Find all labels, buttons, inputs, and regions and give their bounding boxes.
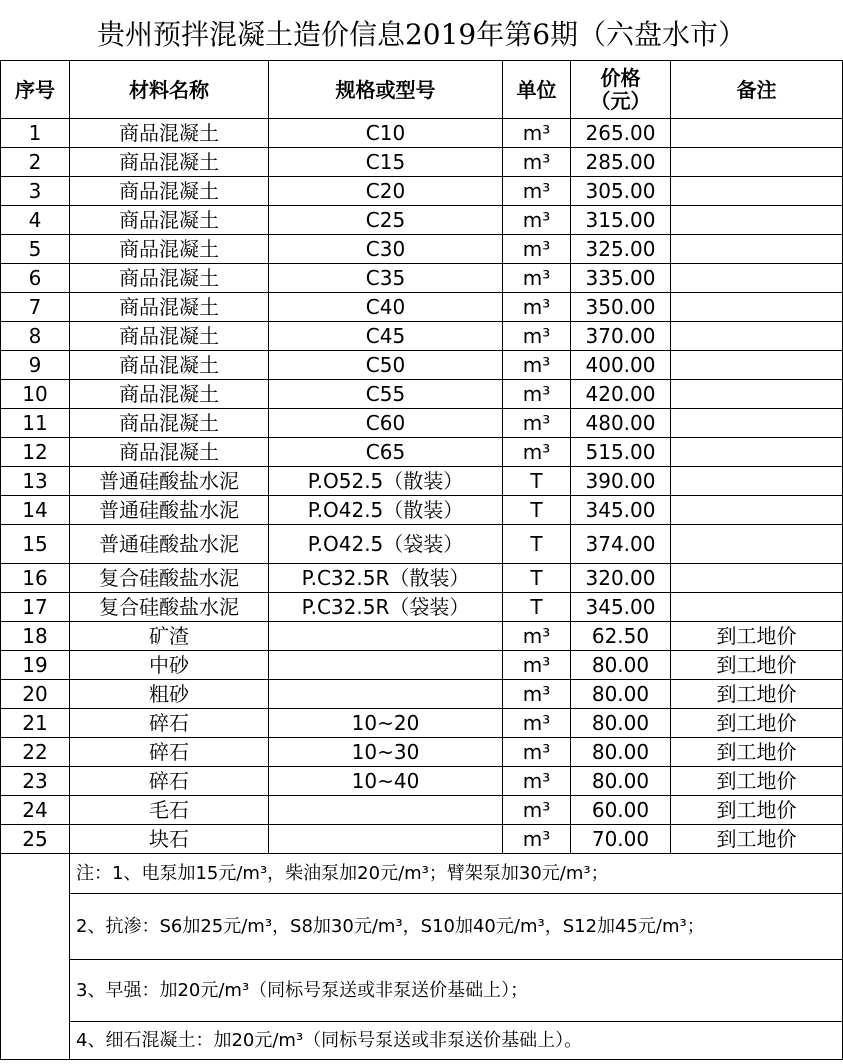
cell-seq: 16: [1, 564, 70, 593]
note-row-2: [1, 894, 843, 960]
cell-remark: [671, 177, 843, 206]
cell-unit: m³: [503, 438, 571, 467]
cell-unit: m³: [503, 119, 571, 148]
cell-remark: [671, 351, 843, 380]
cell-seq: 19: [1, 651, 70, 680]
cell-spec: C65: [269, 438, 503, 467]
cell-price: 420.00: [571, 380, 671, 409]
table-row: [1, 409, 843, 438]
cell-spec: C20: [269, 177, 503, 206]
cell-unit: m³: [503, 293, 571, 322]
cell-remark: [671, 380, 843, 409]
table-row: [1, 651, 843, 680]
table-row: [1, 467, 843, 496]
cell-remark: 到工地价: [671, 680, 843, 709]
header-unit: 单位: [503, 61, 571, 119]
note-2: 2、抗渗：S6加25元/m³，S8加30元/m³，S10加40元/m³，S12加45元/m³；: [70, 894, 843, 960]
cell-price: 374.00: [571, 525, 671, 564]
cell-seq: 2: [1, 148, 70, 177]
note-row-4: [1, 1022, 843, 1060]
cell-price: 285.00: [571, 148, 671, 177]
cell-spec: C55: [269, 380, 503, 409]
table-row: [1, 438, 843, 467]
cell-seq: 24: [1, 796, 70, 825]
cell-name: 商品混凝土: [70, 409, 269, 438]
cell-remark: [671, 322, 843, 351]
cell-name: 商品混凝土: [70, 148, 269, 177]
cell-spec: C15: [269, 148, 503, 177]
cell-price: 390.00: [571, 467, 671, 496]
cell-spec: C45: [269, 322, 503, 351]
cell-name: 商品混凝土: [70, 235, 269, 264]
cell-unit: m³: [503, 264, 571, 293]
cell-seq: 13: [1, 467, 70, 496]
cell-spec: [269, 796, 503, 825]
cell-remark: [671, 564, 843, 593]
cell-price: 345.00: [571, 496, 671, 525]
cell-price: 370.00: [571, 322, 671, 351]
price-table: [0, 60, 843, 1060]
cell-price: 480.00: [571, 409, 671, 438]
cell-remark: 到工地价: [671, 651, 843, 680]
note-3: 3、早强：加20元/m³（同标号泵送或非泵送价基础上）；: [70, 960, 843, 1022]
cell-seq: 23: [1, 767, 70, 796]
cell-unit: m³: [503, 351, 571, 380]
cell-seq: 7: [1, 293, 70, 322]
cell-spec: C60: [269, 409, 503, 438]
cell-seq: 14: [1, 496, 70, 525]
table-row: [1, 119, 843, 148]
cell-seq: 25: [1, 825, 70, 854]
cell-seq: 8: [1, 322, 70, 351]
cell-spec: 10~40: [269, 767, 503, 796]
header-spec: 规格或型号: [269, 61, 503, 119]
cell-price: 265.00: [571, 119, 671, 148]
cell-remark: [671, 264, 843, 293]
cell-spec: [269, 622, 503, 651]
cell-price: 80.00: [571, 651, 671, 680]
cell-price: 325.00: [571, 235, 671, 264]
cell-unit: T: [503, 593, 571, 622]
table-row: [1, 496, 843, 525]
cell-remark: 到工地价: [671, 738, 843, 767]
header-remark: 备注: [671, 61, 843, 119]
cell-unit: m³: [503, 235, 571, 264]
cell-name: 中砂: [70, 651, 269, 680]
cell-name: 碎石: [70, 738, 269, 767]
cell-seq: 17: [1, 593, 70, 622]
cell-price: 80.00: [571, 709, 671, 738]
note-row-1: [1, 854, 843, 894]
table-row: [1, 380, 843, 409]
table-row: [1, 593, 843, 622]
table-row: [1, 622, 843, 651]
cell-remark: [671, 148, 843, 177]
cell-seq: 6: [1, 264, 70, 293]
cell-price: 60.00: [571, 796, 671, 825]
cell-unit: m³: [503, 767, 571, 796]
cell-spec: [269, 651, 503, 680]
cell-seq: 15: [1, 525, 70, 564]
cell-spec: 10~30: [269, 738, 503, 767]
header-price-line2: （元）: [590, 88, 651, 113]
cell-name: 商品混凝土: [70, 438, 269, 467]
note-row-3: [1, 960, 843, 1022]
cell-price: 305.00: [571, 177, 671, 206]
header-price-line1: 价格: [600, 65, 641, 90]
table-row: [1, 264, 843, 293]
cell-seq: 12: [1, 438, 70, 467]
cell-name: 复合硅酸盐水泥: [70, 593, 269, 622]
table-row: [1, 293, 843, 322]
table-row: [1, 738, 843, 767]
cell-name: 碎石: [70, 767, 269, 796]
cell-remark: 到工地价: [671, 709, 843, 738]
cell-spec: C25: [269, 206, 503, 235]
cell-remark: [671, 525, 843, 564]
cell-spec: P.O52.5（散装）: [269, 467, 503, 496]
note-left-blank: [1, 854, 70, 1060]
cell-name: 粗砂: [70, 680, 269, 709]
header-name: 材料名称: [70, 61, 269, 119]
cell-spec: C30: [269, 235, 503, 264]
cell-seq: 21: [1, 709, 70, 738]
table-body: [1, 119, 843, 854]
cell-seq: 11: [1, 409, 70, 438]
cell-remark: [671, 438, 843, 467]
cell-price: 70.00: [571, 825, 671, 854]
cell-price: 80.00: [571, 767, 671, 796]
cell-remark: 到工地价: [671, 796, 843, 825]
cell-price: 80.00: [571, 680, 671, 709]
cell-unit: m³: [503, 380, 571, 409]
cell-price: 62.50: [571, 622, 671, 651]
cell-remark: [671, 119, 843, 148]
table-header-row: [1, 61, 843, 119]
cell-price: 400.00: [571, 351, 671, 380]
cell-unit: m³: [503, 825, 571, 854]
cell-spec: C35: [269, 264, 503, 293]
cell-name: 块石: [70, 825, 269, 854]
cell-remark: [671, 593, 843, 622]
cell-name: 普通硅酸盐水泥: [70, 496, 269, 525]
cell-seq: 3: [1, 177, 70, 206]
cell-spec: C40: [269, 293, 503, 322]
cell-unit: T: [503, 496, 571, 525]
table-row: [1, 680, 843, 709]
cell-spec: P.O42.5（袋装）: [269, 525, 503, 564]
cell-seq: 1: [1, 119, 70, 148]
cell-name: 普通硅酸盐水泥: [70, 525, 269, 564]
header-seq: 序号: [1, 61, 70, 119]
cell-seq: 10: [1, 380, 70, 409]
cell-remark: [671, 235, 843, 264]
cell-price: 345.00: [571, 593, 671, 622]
cell-unit: m³: [503, 148, 571, 177]
note-4: 4、细石混凝土：加20元/m³（同标号泵送或非泵送价基础上）。: [70, 1022, 843, 1060]
cell-name: 商品混凝土: [70, 206, 269, 235]
cell-unit: m³: [503, 322, 571, 351]
cell-unit: m³: [503, 709, 571, 738]
cell-name: 矿渣: [70, 622, 269, 651]
cell-name: 商品混凝土: [70, 293, 269, 322]
cell-remark: [671, 293, 843, 322]
cell-unit: T: [503, 564, 571, 593]
notes-body: [1, 854, 843, 1060]
cell-name: 商品混凝土: [70, 119, 269, 148]
cell-seq: 20: [1, 680, 70, 709]
cell-unit: m³: [503, 622, 571, 651]
cell-unit: m³: [503, 177, 571, 206]
cell-seq: 22: [1, 738, 70, 767]
cell-unit: m³: [503, 651, 571, 680]
cell-spec: 10~20: [269, 709, 503, 738]
table-row: [1, 767, 843, 796]
cell-price: 320.00: [571, 564, 671, 593]
cell-name: 毛石: [70, 796, 269, 825]
table-row: [1, 564, 843, 593]
cell-seq: 9: [1, 351, 70, 380]
cell-name: 商品混凝土: [70, 380, 269, 409]
table-row: [1, 796, 843, 825]
table-row: [1, 177, 843, 206]
cell-seq: 18: [1, 622, 70, 651]
cell-remark: 到工地价: [671, 622, 843, 651]
cell-price: 515.00: [571, 438, 671, 467]
cell-name: 碎石: [70, 709, 269, 738]
cell-name: 商品混凝土: [70, 351, 269, 380]
cell-unit: T: [503, 467, 571, 496]
table-row: [1, 825, 843, 854]
table-row: [1, 148, 843, 177]
cell-price: 80.00: [571, 738, 671, 767]
cell-name: 商品混凝土: [70, 264, 269, 293]
header-price: [571, 61, 671, 119]
cell-unit: m³: [503, 409, 571, 438]
cell-spec: [269, 825, 503, 854]
table-row: [1, 206, 843, 235]
cell-seq: 4: [1, 206, 70, 235]
cell-price: 315.00: [571, 206, 671, 235]
table-row: [1, 322, 843, 351]
cell-spec: C10: [269, 119, 503, 148]
cell-spec: P.C32.5R（袋装）: [269, 593, 503, 622]
cell-unit: m³: [503, 796, 571, 825]
cell-name: 复合硅酸盐水泥: [70, 564, 269, 593]
note-1: 注：1、电泵加15元/m³，柴油泵加20元/m³；臂架泵加30元/m³；: [70, 854, 843, 894]
cell-name: 商品混凝土: [70, 177, 269, 206]
table-row: [1, 709, 843, 738]
table-row: [1, 351, 843, 380]
cell-price: 350.00: [571, 293, 671, 322]
cell-spec: [269, 680, 503, 709]
cell-name: 商品混凝土: [70, 322, 269, 351]
cell-remark: [671, 467, 843, 496]
cell-seq: 5: [1, 235, 70, 264]
table-row: [1, 525, 843, 564]
cell-remark: [671, 206, 843, 235]
page-title: 贵州预拌混凝土造价信息2019年第6期（六盘水市）: [96, 18, 747, 51]
table-row: [1, 235, 843, 264]
cell-spec: P.O42.5（散装）: [269, 496, 503, 525]
cell-unit: m³: [503, 680, 571, 709]
cell-remark: [671, 496, 843, 525]
cell-price: 335.00: [571, 264, 671, 293]
cell-spec: C50: [269, 351, 503, 380]
cell-unit: m³: [503, 738, 571, 767]
cell-unit: T: [503, 525, 571, 564]
cell-name: 普通硅酸盐水泥: [70, 467, 269, 496]
cell-remark: 到工地价: [671, 825, 843, 854]
cell-remark: 到工地价: [671, 767, 843, 796]
cell-spec: P.C32.5R（散装）: [269, 564, 503, 593]
cell-remark: [671, 409, 843, 438]
cell-unit: m³: [503, 206, 571, 235]
